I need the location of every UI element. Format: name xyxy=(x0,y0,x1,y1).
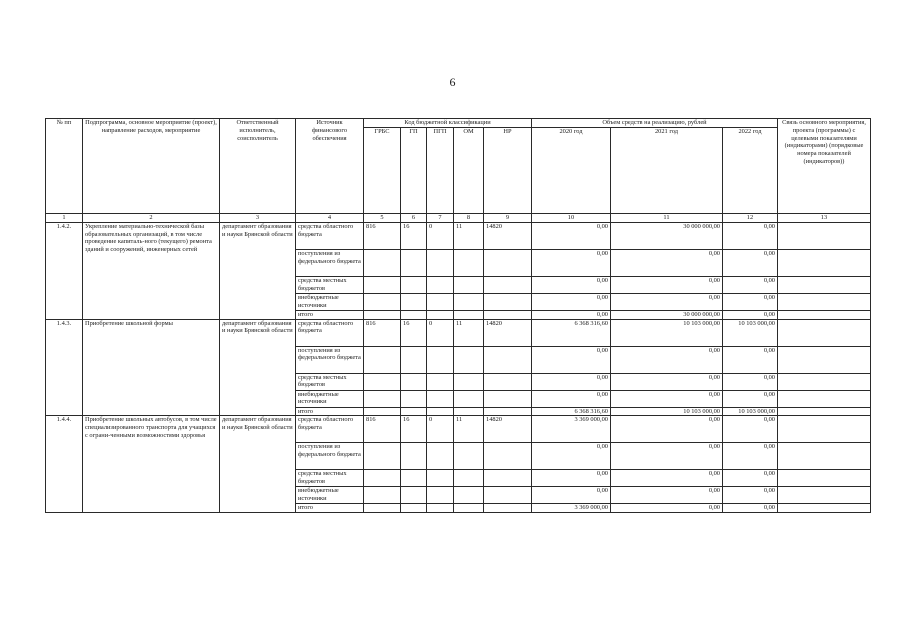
amount-2021: 0,00 xyxy=(611,373,723,390)
funding-source: средства местных бюджетов xyxy=(296,470,364,487)
code-pgp: 0 xyxy=(427,222,454,249)
code-empty xyxy=(454,443,484,470)
funding-source: поступления из федерального бюджета xyxy=(296,249,364,276)
code-empty xyxy=(427,276,454,293)
column-number: 10 xyxy=(532,214,611,223)
code-empty xyxy=(427,407,454,416)
amount-2021: 0,00 xyxy=(611,293,723,310)
total-label: итого xyxy=(296,407,364,416)
header-2020: 2020 год xyxy=(532,128,611,214)
total-2020: 3 369 000,00 xyxy=(532,504,611,513)
code-empty xyxy=(427,310,454,319)
total-2021: 10 103 000,00 xyxy=(611,407,723,416)
code-empty xyxy=(484,346,532,373)
amount-2020: 6 368 316,60 xyxy=(532,319,611,346)
code-empty xyxy=(364,373,401,390)
indicator-link xyxy=(778,293,871,310)
column-number: 13 xyxy=(778,214,871,223)
header-2021: 2021 год xyxy=(611,128,723,214)
code-empty xyxy=(454,470,484,487)
code-empty xyxy=(401,443,427,470)
amount-2022: 0,00 xyxy=(723,390,778,407)
column-number: 2 xyxy=(83,214,220,223)
code-empty xyxy=(484,487,532,504)
amount-2022: 0,00 xyxy=(723,293,778,310)
code-empty xyxy=(454,504,484,513)
column-number: 5 xyxy=(364,214,401,223)
header-om: ОМ xyxy=(454,128,484,214)
indicator-link xyxy=(778,276,871,293)
code-empty xyxy=(364,487,401,504)
amount-2020: 0,00 xyxy=(532,276,611,293)
amount-2021: 0,00 xyxy=(611,470,723,487)
code-empty xyxy=(427,293,454,310)
table-row xyxy=(46,416,871,443)
budget-table xyxy=(45,118,871,513)
amount-2020: 0,00 xyxy=(532,443,611,470)
total-2021: 30 000 000,00 xyxy=(611,310,723,319)
code-empty xyxy=(484,407,532,416)
amount-2022: 0,00 xyxy=(723,249,778,276)
code-gp: 16 xyxy=(401,416,427,443)
funding-source: средства областного бюджета xyxy=(296,222,364,249)
code-empty xyxy=(484,470,532,487)
code-empty xyxy=(401,276,427,293)
funding-source: средства местных бюджетов xyxy=(296,373,364,390)
code-empty xyxy=(401,293,427,310)
indicator-link xyxy=(778,310,871,319)
code-empty xyxy=(484,293,532,310)
code-grbs: 816 xyxy=(364,319,401,346)
amount-2020: 0,00 xyxy=(532,373,611,390)
column-numbers-row xyxy=(46,214,871,223)
header-grbs: ГРБС xyxy=(364,128,401,214)
code-empty xyxy=(454,390,484,407)
code-empty xyxy=(484,249,532,276)
code-empty xyxy=(364,390,401,407)
amount-2020: 0,00 xyxy=(532,390,611,407)
code-empty xyxy=(364,276,401,293)
amount-2022: 0,00 xyxy=(723,373,778,390)
amount-2020: 3 369 000,00 xyxy=(532,416,611,443)
header-budget-code: Код бюджетной классификации xyxy=(364,119,532,128)
code-np: 14820 xyxy=(484,319,532,346)
code-empty xyxy=(427,373,454,390)
table-row xyxy=(46,319,871,346)
amount-2020: 0,00 xyxy=(532,249,611,276)
column-number: 3 xyxy=(220,214,296,223)
column-number: 11 xyxy=(611,214,723,223)
code-empty xyxy=(427,504,454,513)
code-empty xyxy=(484,276,532,293)
row-number: 1.4.2. xyxy=(46,222,83,319)
header-gp: ГП xyxy=(401,128,427,214)
responsible-executor: департамент образования и науки Брянской области xyxy=(220,222,296,319)
header-num: № пп xyxy=(46,119,83,214)
header-source: Источник финансового обеспечения xyxy=(296,119,364,214)
amount-2021: 0,00 xyxy=(611,416,723,443)
code-empty xyxy=(454,407,484,416)
indicator-link xyxy=(778,470,871,487)
header-link: Связь основного мероприятия, проекта (программы) с целевыми показателями (индикаторами) (порядковые номера показателей (индикаторов)) xyxy=(778,119,871,214)
code-empty xyxy=(454,487,484,504)
amount-2021: 0,00 xyxy=(611,443,723,470)
header-pgp: ПГП xyxy=(427,128,454,214)
amount-2022: 0,00 xyxy=(723,346,778,373)
column-number: 12 xyxy=(723,214,778,223)
activity-name: Укрепление материально-технической базы образовательных организаций, в том числе проведение капиталь-ного (текущего) ремонта зданий и сооружений, инженерных сетей xyxy=(83,222,220,319)
code-empty xyxy=(401,373,427,390)
activity-name: Приобретение школьной формы xyxy=(83,319,220,416)
column-number: 6 xyxy=(401,214,427,223)
amount-2020: 0,00 xyxy=(532,222,611,249)
amount-2021: 0,00 xyxy=(611,276,723,293)
header-name: Подпрограмма, основное мероприятие (проект), направление расходов, мероприятие xyxy=(83,119,220,214)
total-label: итого xyxy=(296,504,364,513)
code-empty xyxy=(401,487,427,504)
code-empty xyxy=(454,373,484,390)
total-2022: 10 103 000,00 xyxy=(723,407,778,416)
column-number: 9 xyxy=(484,214,532,223)
code-empty xyxy=(364,504,401,513)
code-grbs: 816 xyxy=(364,416,401,443)
amount-2022: 10 103 000,00 xyxy=(723,319,778,346)
amount-2022: 0,00 xyxy=(723,416,778,443)
table-header xyxy=(46,119,871,223)
code-empty xyxy=(364,293,401,310)
column-number: 1 xyxy=(46,214,83,223)
code-gp: 16 xyxy=(401,319,427,346)
code-empty xyxy=(364,249,401,276)
code-empty xyxy=(427,487,454,504)
total-label: итого xyxy=(296,310,364,319)
code-empty xyxy=(484,310,532,319)
code-empty xyxy=(484,390,532,407)
indicator-link xyxy=(778,407,871,416)
code-empty xyxy=(364,443,401,470)
amount-2020: 0,00 xyxy=(532,293,611,310)
indicator-link xyxy=(778,443,871,470)
amount-2021: 0,00 xyxy=(611,249,723,276)
header-2022: 2022 год xyxy=(723,128,778,214)
code-empty xyxy=(364,310,401,319)
indicator-link xyxy=(778,319,871,346)
indicator-link xyxy=(778,390,871,407)
code-empty xyxy=(401,249,427,276)
code-empty xyxy=(364,470,401,487)
code-om: 11 xyxy=(454,222,484,249)
column-number: 7 xyxy=(427,214,454,223)
amount-2020: 0,00 xyxy=(532,470,611,487)
amount-2021: 0,00 xyxy=(611,346,723,373)
code-empty xyxy=(401,504,427,513)
table-body xyxy=(46,222,871,512)
code-empty xyxy=(401,470,427,487)
funding-source: внебюджетные источники xyxy=(296,293,364,310)
total-2022: 0,00 xyxy=(723,504,778,513)
code-empty xyxy=(427,443,454,470)
code-empty xyxy=(454,293,484,310)
code-pgp: 0 xyxy=(427,319,454,346)
indicator-link xyxy=(778,416,871,443)
code-empty xyxy=(427,470,454,487)
amount-2021: 10 103 000,00 xyxy=(611,319,723,346)
code-empty xyxy=(484,504,532,513)
amount-2022: 0,00 xyxy=(723,222,778,249)
total-2021: 0,00 xyxy=(611,504,723,513)
responsible-executor: департамент образования и науки Брянской области xyxy=(220,319,296,416)
header-volume: Объем средств на реализацию, рублей xyxy=(532,119,778,128)
code-empty xyxy=(427,346,454,373)
code-gp: 16 xyxy=(401,222,427,249)
amount-2022: 0,00 xyxy=(723,443,778,470)
code-empty xyxy=(454,249,484,276)
amount-2022: 0,00 xyxy=(723,487,778,504)
code-empty xyxy=(454,310,484,319)
funding-source: поступления из федерального бюджета xyxy=(296,346,364,373)
code-empty xyxy=(454,346,484,373)
indicator-link xyxy=(778,504,871,513)
indicator-link xyxy=(778,487,871,504)
code-empty xyxy=(401,310,427,319)
code-empty xyxy=(484,443,532,470)
funding-source: внебюджетные источники xyxy=(296,390,364,407)
funding-source: средства областного бюджета xyxy=(296,416,364,443)
indicator-link xyxy=(778,222,871,249)
total-2020: 0,00 xyxy=(532,310,611,319)
code-empty xyxy=(454,276,484,293)
column-number: 4 xyxy=(296,214,364,223)
column-number: 8 xyxy=(454,214,484,223)
amount-2022: 0,00 xyxy=(723,276,778,293)
amount-2021: 30 000 000,00 xyxy=(611,222,723,249)
code-empty xyxy=(484,373,532,390)
indicator-link xyxy=(778,346,871,373)
code-empty xyxy=(427,249,454,276)
code-om: 11 xyxy=(454,416,484,443)
indicator-link xyxy=(778,373,871,390)
funding-source: внебюджетные источники xyxy=(296,487,364,504)
amount-2020: 0,00 xyxy=(532,487,611,504)
table-row xyxy=(46,222,871,249)
code-empty xyxy=(427,390,454,407)
header-np: НР xyxy=(484,128,532,214)
responsible-executor: департамент образования и науки Брянской области xyxy=(220,416,296,513)
amount-2022: 0,00 xyxy=(723,470,778,487)
header-responsible: Ответственный исполнитель, соисполнитель xyxy=(220,119,296,214)
funding-source: средства местных бюджетов xyxy=(296,276,364,293)
code-empty xyxy=(401,346,427,373)
code-np: 14820 xyxy=(484,416,532,443)
total-2020: 6 368 316,60 xyxy=(532,407,611,416)
amount-2021: 0,00 xyxy=(611,390,723,407)
code-np: 14820 xyxy=(484,222,532,249)
amount-2021: 0,00 xyxy=(611,487,723,504)
indicator-link xyxy=(778,249,871,276)
code-om: 11 xyxy=(454,319,484,346)
code-grbs: 816 xyxy=(364,222,401,249)
funding-source: средства областного бюджета xyxy=(296,319,364,346)
code-empty xyxy=(364,346,401,373)
amount-2020: 0,00 xyxy=(532,346,611,373)
row-number: 1.4.3. xyxy=(46,319,83,416)
page-number: 6 xyxy=(449,75,456,89)
row-number: 1.4.4. xyxy=(46,416,83,513)
total-2022: 0,00 xyxy=(723,310,778,319)
code-pgp: 0 xyxy=(427,416,454,443)
code-empty xyxy=(401,390,427,407)
code-empty xyxy=(401,407,427,416)
activity-name: Приобретение школьных автобусов, в том числе специализированного транспорта для учащихся с ограни-ченными возможностями здоровья xyxy=(83,416,220,513)
funding-source: поступления из федерального бюджета xyxy=(296,443,364,470)
code-empty xyxy=(364,407,401,416)
